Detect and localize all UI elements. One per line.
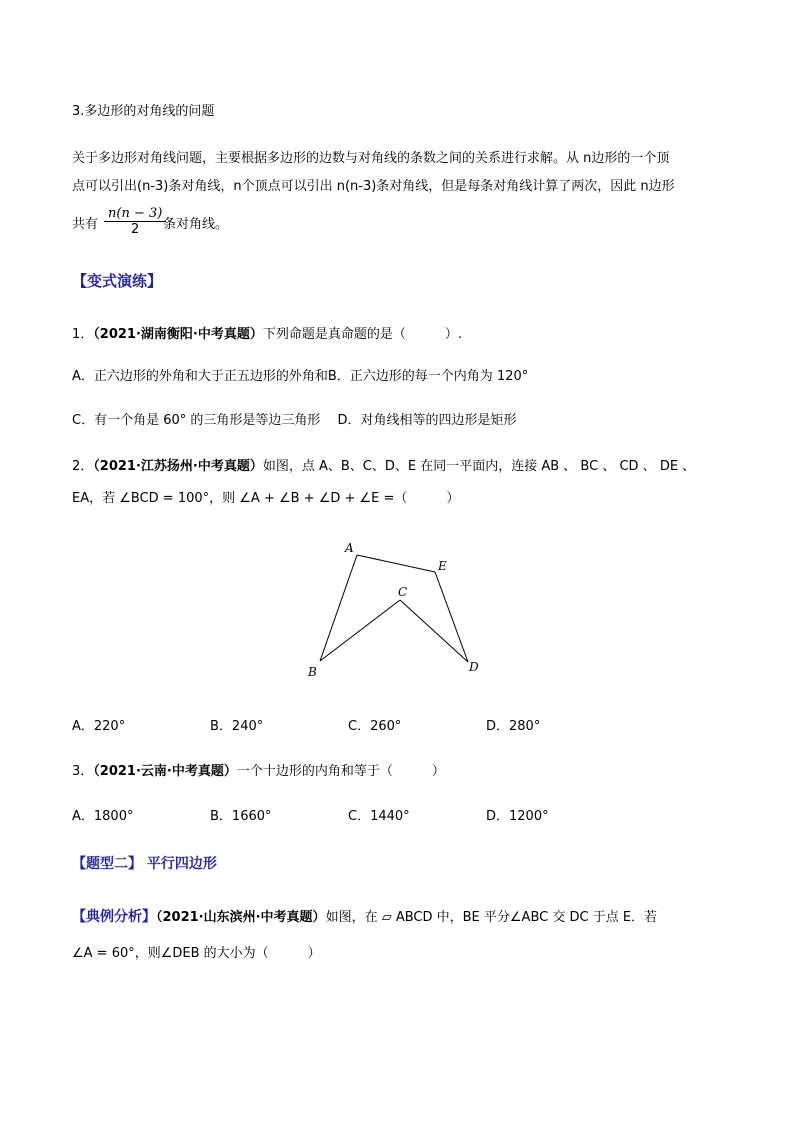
q3-option-b: B．1660° (210, 809, 272, 824)
label-e: E (438, 559, 447, 573)
fraction-numerator: n(n − 3) (104, 206, 166, 222)
fraction (104, 206, 166, 237)
edge-ab (320, 555, 357, 661)
q2-stem-line-2: EA，若 ∠BCD = 100°，则 ∠A + ∠B + ∠D + ∠E =（ ） (72, 491, 460, 506)
q1-text: 下列命题是真命题的是（ ）. (262, 327, 462, 342)
label-b: B (308, 665, 317, 679)
q3-option-d: D．1200° (486, 809, 549, 824)
q2-option-a: A．220° (72, 719, 126, 734)
q2-option-b: B．240° (210, 719, 264, 734)
q3-number: 3． (72, 764, 94, 779)
q2-text-1: 如图，点 A、B、C、D、E 在同一平面内，连接 AB 、 BC 、 CD 、 DE 、 (262, 459, 696, 474)
edge-ed (435, 572, 468, 662)
practice-heading: 【变式演练】 (72, 272, 163, 290)
label-a: A (345, 541, 354, 555)
paragraph-line-2: 点可以引出(n-3)条对角线，n个顶点可以引出 n(n-3)条对角线，但是每条对角线计算了两次，因此 n边形 (72, 179, 675, 194)
q1-stem (72, 326, 462, 344)
q1-source: （2021·湖南衡阳·中考真题） (93, 327, 263, 342)
q1-options-ab: A．正六边形的外角和大于正五边形的外角和B．正六边形的每一个内角为 120° (72, 369, 529, 384)
fraction-denominator: 2 (131, 222, 140, 237)
q2-option-c: C．260° (348, 719, 402, 734)
label-d: D (469, 660, 479, 674)
label-c: C (398, 585, 408, 599)
q2-number: 2． (72, 459, 94, 474)
paragraph-line-3-pre: 共有 (72, 217, 99, 232)
q3-text: 一个十边形的内角和等于（ ） (236, 764, 445, 779)
q1-number: 1． (72, 327, 94, 342)
pentagon-figure (300, 535, 500, 685)
section-title: 3.多边形的对角线的问题 (72, 104, 215, 119)
edge-cd (400, 600, 468, 662)
type2-heading: 【题型二】 平行四边形 (72, 856, 217, 872)
q1-options-cd: C．有一个角是 60° 的三角形是等边三角形 D．对角线相等的四边形是矩形 (72, 413, 517, 428)
q3-source: （2021·云南·中考真题） (93, 764, 237, 779)
example-label: 【典例分析】 (72, 909, 156, 925)
edge-bc (320, 600, 400, 661)
paragraph-line-3-post: 条对角线。 (163, 217, 229, 232)
q3-option-c: C．1440° (348, 809, 410, 824)
q2-stem-line-1 (72, 458, 695, 476)
q2-option-d: D．280° (486, 719, 541, 734)
example-text-1: 如图，在 ▱ ABCD 中，BE 平分∠ABC 交 DC 于点 E．若 (325, 910, 658, 925)
q3-option-a: A．1800° (72, 809, 134, 824)
example-source: （2021·山东滨州·中考真题） (156, 910, 326, 925)
q3-stem (72, 763, 445, 781)
edge-ae (357, 555, 435, 572)
example-line-1 (72, 908, 657, 927)
paragraph-line-1: 关于多边形对角线问题，主要根据多边形的边数与对角线的条数之间的关系进行求解。从 n边形的一个顶 (72, 151, 670, 166)
example-line-2: ∠A = 60°，则∠DEB 的大小为（ ） (72, 946, 321, 961)
q2-source: （2021·江苏扬州·中考真题） (93, 459, 263, 474)
